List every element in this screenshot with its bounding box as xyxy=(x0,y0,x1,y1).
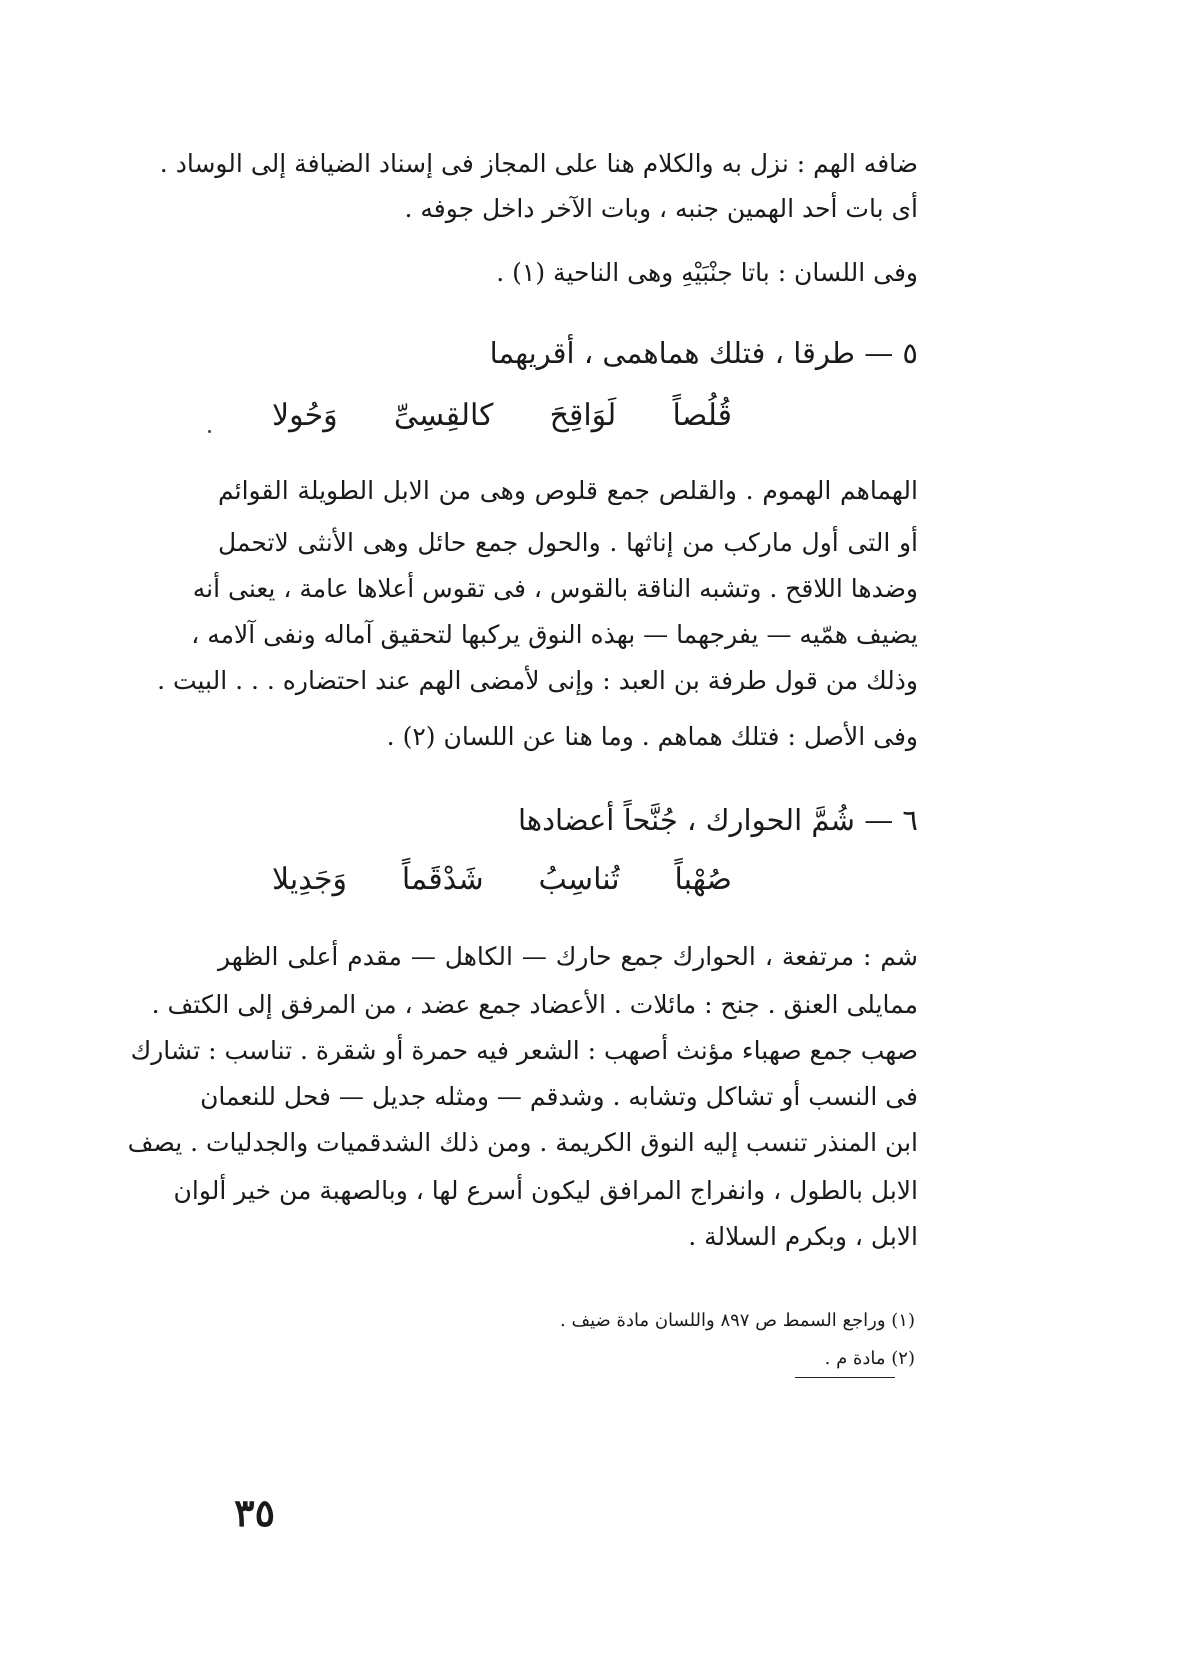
commentary-line: وضدها اللاقح . وتشبه الناقة بالقوس ، فى تقوس أعلاها عامة ، يعنى أنه xyxy=(192,574,918,603)
verse-word: شَدْقَماً xyxy=(401,862,484,897)
footnote-divider xyxy=(795,1377,895,1378)
commentary-line: ضافه الهم : نزل به والكلام هنا على المجاز فى إسناد الضيافة إلى الوساد . xyxy=(159,149,918,178)
commentary-line: يضيف همّيه — يفرجهما — بهذه النوق يركبها لتحقيق آماله ونفى آلامه ، xyxy=(191,620,918,649)
commentary-line: أى بات أحد الهمين جنبه ، وبات الآخر داخل جوفه . xyxy=(404,194,918,223)
verse-word: وَحُولا xyxy=(272,398,338,433)
print-speck xyxy=(208,430,211,433)
verse-word: تُناسِبُ xyxy=(538,862,620,897)
commentary-line: ابن المنذر تنسب إليه النوق الكريمة . ومن ذلك الشدقميات والجدليات . يصف xyxy=(127,1128,918,1157)
commentary-line: الهماهم الهموم . والقلص جمع قلوص وهى من الابل الطويلة القوائم xyxy=(218,476,918,505)
commentary-line: أو التى أول ماركب من إناثها . والحول جمع حائل وهى الأنثى لاتحمل xyxy=(218,528,918,557)
verse-5-second-hemistich xyxy=(272,398,732,433)
commentary-line: وذلك من قول طرفة بن العبد : وإنى لأمضى الهم عند احتضاره . . . البيت . xyxy=(157,666,918,695)
commentary-line: ممايلى العنق . جنح : مائلات . الأعضاد جمع عضد ، من المرفق إلى الكتف . xyxy=(151,990,918,1019)
commentary-line: صهب جمع صهباء مؤنث أصهب : الشعر فيه حمرة أو شقرة . تناسب : تشارك xyxy=(130,1036,918,1065)
page-number: ٣٥ xyxy=(234,1490,275,1535)
verse-5-first-hemistich: ٥ — طرقا ، فتلك هماهمى ، أقريهما xyxy=(489,336,918,370)
commentary-line: الابل بالطول ، وانفراج المرافق ليكون أسرع لها ، وبالصهبة من خير ألوان xyxy=(173,1176,918,1205)
footnote-1: (١) وراجع السمط ص ٨٩٧ واللسان مادة ضيف . xyxy=(560,1310,915,1331)
commentary-line: فى النسب أو تشاكل وتشابه . وشدقم — ومثله جديل — فحل للنعمان xyxy=(200,1082,918,1111)
verse-6-second-hemistich xyxy=(272,862,732,897)
commentary-line: شم : مرتفعة ، الحوارك جمع حارك — الكاهل — مقدم أعلى الظهر xyxy=(218,942,918,971)
commentary-line: الابل ، وبكرم السلالة . xyxy=(688,1222,918,1251)
verse-word: كالقِسِىِّ xyxy=(393,398,494,433)
verse-word: وَجَدِيلا xyxy=(272,862,348,897)
verse-word: صُهْباً xyxy=(674,862,732,897)
footnote-2: (٢) مادة م . xyxy=(824,1348,915,1369)
commentary-line: وفى الأصل : فتلك هماهم . وما هنا عن اللسان (٢) . xyxy=(386,722,918,751)
verse-word: لَوَاقِحَ xyxy=(549,398,617,433)
verse-word: قُلُصاً xyxy=(672,398,732,433)
commentary-line: وفى اللسان : باتا جنْبَيْهِ وهى الناحية (١) . xyxy=(496,258,918,287)
verse-6-first-hemistich: ٦ — شُمَّ الحوارك ، جُنَّحاً أعضادها xyxy=(517,803,918,837)
